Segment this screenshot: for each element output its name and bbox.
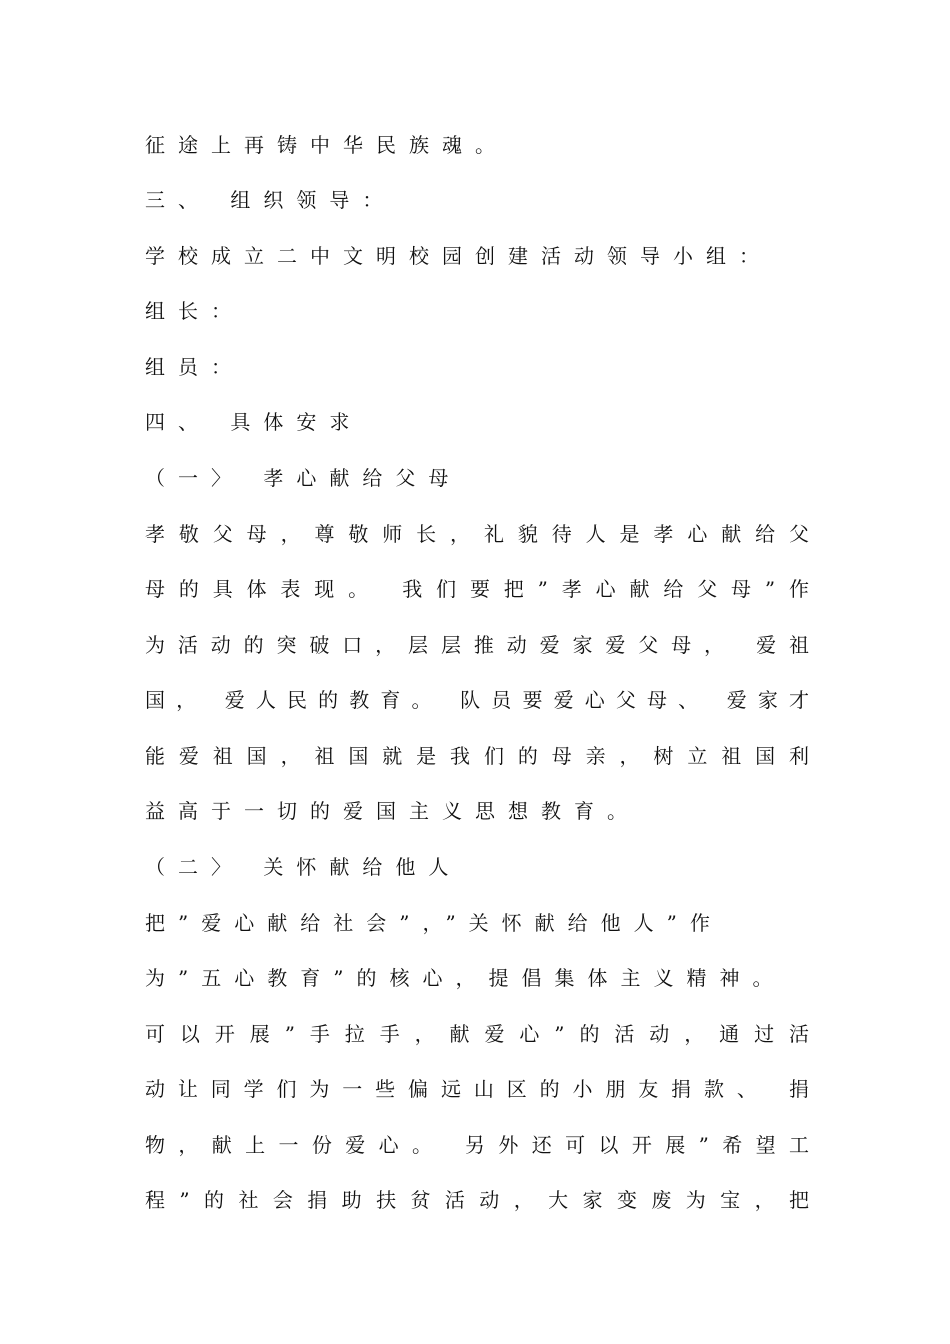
section-heading: 四、 具体安求	[145, 410, 363, 434]
text-line: 孝敬父母，尊敬师长，礼貌待人是孝心献给父	[145, 522, 809, 546]
text-line: 益高于一切的爱国主义思想教育。	[145, 799, 640, 823]
text-line: 国， 爱人民的教育。 队员要爱心父母、 爱家才	[145, 688, 809, 712]
text-line: 征途上再铸中华民族魂。	[145, 133, 508, 157]
text-line: 可以开展”手拉手，献爱心”的活动，通过活	[145, 1022, 809, 1046]
text-line: 组员：	[145, 355, 244, 379]
text-line: 物，献上一份爱心。 另外还可以开展”希望工	[145, 1133, 809, 1157]
text-line: 母的具体表现。 我们要把”孝心献给父母”作	[145, 577, 809, 601]
text-line: 组长：	[145, 299, 244, 323]
text-line: 把”爱心献给社会”，”关怀献给他人”作	[145, 911, 723, 935]
text-line: 程”的社会捐助扶贫活动，大家变废为宝，把	[145, 1188, 809, 1212]
text-line: 能爱祖国，祖国就是我们的母亲，树立祖国利	[145, 744, 809, 768]
text-line: 为”五心教育”的核心，提倡集体主义精神。	[145, 966, 786, 990]
section-heading: 三、 组织领导：	[145, 188, 396, 212]
text-line: 为活动的突破口，层层推动爱家爱父母， 爱祖	[145, 633, 809, 657]
subsection-heading: （一〉 孝心献给父母	[145, 466, 462, 490]
subsection-heading: （二〉 关怀献给他人	[145, 855, 462, 879]
text-line: 学校成立二中文明校园创建活动领导小组：	[145, 244, 772, 268]
text-line: 动让同学们为一些偏远山区的小朋友捐款、 捐	[145, 1077, 809, 1101]
